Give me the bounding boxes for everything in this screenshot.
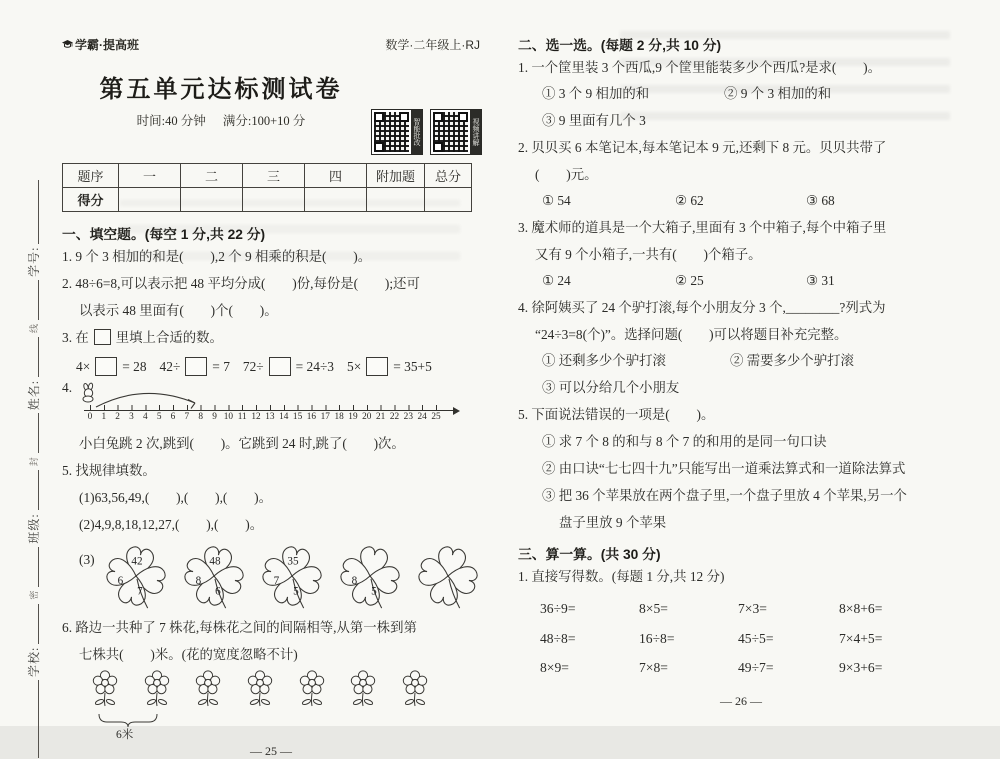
option: ② 25 — [675, 273, 704, 288]
score-table-header-cell: 一 — [119, 164, 181, 188]
equation-left: 72÷ — [242, 358, 264, 374]
s1-q6-line2: 七株共( )米。(花的宽度忽略不计) — [79, 647, 298, 662]
axis-tick-label: 7 — [184, 412, 190, 422]
axis-tick-label: 23 — [403, 412, 413, 422]
axis-tick-label: 8 — [198, 412, 203, 422]
class-field-label: 班级: — [26, 513, 41, 544]
brand-text: 学霸·提高班 — [75, 38, 139, 52]
qr-label: 智能批改 — [411, 110, 422, 154]
section2-heading: 二、选一选。(每题 2 分,共 10 分) — [518, 38, 722, 53]
score-table-header-cell: 附加题 — [367, 164, 425, 188]
clover-bottom-value: 5 — [370, 585, 377, 598]
calc-grid — [540, 594, 964, 683]
equation — [347, 357, 432, 376]
s1-q2-line2: 以表示 48 里面有( )个( )。 — [79, 303, 278, 318]
s1-q5-part3 — [62, 541, 480, 611]
axis-arrowhead — [453, 407, 460, 415]
qr-pattern — [374, 112, 409, 152]
option: ① 还剩多少个驴打滚 — [542, 353, 666, 368]
seal-char-feng: 封 — [28, 457, 39, 467]
flower-icon — [245, 670, 275, 712]
s2-q5-option1: ① 求 7 个 8 的和与 8 个 7 的和用的是同一句口诀 — [542, 434, 827, 449]
option: ① 54 — [542, 193, 571, 208]
s2-q4-options-row — [542, 348, 964, 374]
fill-line — [27, 604, 39, 644]
full-score: 满分:100+10 分 — [222, 114, 306, 128]
score-row-label: 得分 — [63, 188, 119, 212]
calc-item: 7×8= — [639, 660, 668, 675]
time-limit: 时间:40 分钟 — [136, 114, 206, 128]
s2-q1-text: 1. 一个筐里装 3 个西瓜,9 个筐里能装多少个西瓜?是求( )。 — [518, 60, 882, 75]
s2-q5-option3-line1: ③ 把 36 个苹果放在两个盘子里,一个盘子里放 4 个苹果,另一个 — [542, 488, 907, 503]
right-page — [518, 26, 964, 708]
clover-figure — [259, 541, 325, 611]
equation-right: = 7 — [212, 358, 230, 374]
school-field-label: 学校: — [26, 646, 41, 677]
s1-q3-lead-post: 里填上合适的数。 — [115, 330, 223, 345]
equation-right: = 28 — [122, 358, 147, 374]
s2-q4-line1: 4. 徐阿姨买了 24 个驴打滚,每个小朋友分 3 个,________?列式为 — [518, 300, 886, 315]
qr-eye — [433, 112, 443, 122]
name-field-label: 姓名: — [26, 379, 41, 411]
s1-q6-line1: 6. 路边一共种了 7 株花,每株花之间的间隔相等,从第一株到第 — [62, 620, 417, 635]
clover-left-value: 8 — [351, 574, 357, 587]
fill-line — [27, 280, 39, 320]
calc-item: 49÷7= — [738, 660, 774, 675]
s3-sub-heading: 1. 直接写得数。(每题 1 分,共 12 分) — [518, 569, 725, 584]
calc-item: 36÷9= — [540, 601, 576, 616]
s1-q4-text: 小白兔跳 2 次,跳到( )。它跳到 24 时,跳了( )次。 — [79, 436, 405, 451]
axis-tick-label: 14 — [279, 412, 289, 422]
s2-q3-line2: 又有 9 个小箱子,一共有( )个箱子。 — [535, 247, 762, 262]
axis-tick-label: 13 — [265, 412, 275, 422]
calc-item: 8×8+6= — [839, 601, 883, 616]
school-fill-line — [27, 680, 39, 758]
axis-tick-label: 2 — [115, 412, 120, 422]
fill-box — [269, 357, 291, 376]
page-number-left: — 25 — — [250, 744, 292, 758]
score-table-header-row — [63, 164, 472, 188]
fill-box — [95, 357, 117, 376]
clover-top-value: 42 — [131, 555, 143, 568]
axis-tick-label: 0 — [87, 412, 93, 422]
qr-eye — [399, 112, 409, 122]
s2-q3-options-row — [542, 268, 964, 294]
axis-tick-label: 3 — [129, 412, 134, 422]
axis-labels — [83, 412, 443, 422]
s1-q3-equations — [76, 357, 480, 376]
calc-item: 7×4+5= — [839, 630, 883, 646]
binding-margin — [0, 0, 54, 726]
qr-pattern — [433, 112, 468, 152]
calc-item: 7×3= — [738, 601, 767, 616]
s1-q3-lead-pre: 3. 在 — [62, 330, 89, 345]
axis-tick-label: 1 — [101, 412, 107, 422]
clover-left-value: 8 — [195, 574, 201, 587]
axis-ticks — [90, 405, 438, 410]
option: ③ 68 — [806, 193, 835, 208]
s1-q5-heading: 5. 找规律填数。 — [62, 463, 156, 478]
axis-tick-label: 4 — [142, 412, 148, 422]
calc-item: 48÷8= — [540, 630, 576, 646]
flower-icon — [297, 670, 327, 712]
calc-item: 8×5= — [639, 601, 668, 616]
qr-eye — [458, 112, 468, 122]
flower-icon — [400, 670, 430, 712]
option: ③ 31 — [806, 273, 835, 288]
clover-figure — [103, 541, 169, 611]
equation-right: = 24÷3 — [295, 358, 334, 374]
qr-code-grading — [371, 109, 423, 155]
option: ② 需要多少个驴打滚 — [730, 353, 854, 368]
flower-row — [90, 670, 430, 712]
axis-tick-label: 10 — [223, 412, 233, 422]
option: ② 62 — [675, 193, 704, 208]
s1-q1: 1. 9 个 3 相加的和是( ),2 个 9 相乘的积是( )。 — [62, 249, 372, 264]
s2-q5-text: 5. 下面说法错误的一项是( )。 — [518, 407, 715, 422]
axis-tick-label: 5 — [156, 412, 162, 422]
binding-fields — [18, 68, 48, 758]
qr-eye — [433, 142, 443, 152]
score-table-header-cell: 三 — [243, 164, 305, 188]
s2-q5-option2: ② 由口诀“七七四十九”只能写出一道乘法算式和一道除法算式 — [542, 461, 906, 476]
page-number-right: — 26 — — [720, 694, 762, 708]
axis-line — [84, 410, 454, 411]
qr-eye — [374, 112, 384, 122]
equation-left: 4× — [76, 358, 91, 374]
s1-q4 — [62, 380, 480, 430]
section3-heading: 三、算一算。(共 30 分) — [518, 547, 661, 562]
axis-tick-label: 20 — [362, 412, 372, 422]
axis-tick-label: 24 — [417, 412, 427, 422]
qr-label: 视频讲解 — [470, 110, 481, 154]
s1-q5-line3-label: (3) — [79, 552, 95, 567]
page-header — [62, 36, 480, 53]
fill-box — [94, 329, 111, 345]
s2-q5-option3-line2: 盘子里放 9 个苹果 — [559, 515, 667, 530]
section1-heading: 一、填空题。(每空 1 分,共 22 分) — [62, 227, 266, 242]
axis-tick-label: 19 — [348, 412, 358, 422]
edition-label: 数学·二年级上·RJ — [385, 38, 480, 52]
score-table-header-cell: 题序 — [63, 164, 119, 188]
graduation-cap-icon — [62, 40, 73, 50]
title-block — [62, 69, 480, 161]
seal-char-xian: 线 — [28, 323, 39, 333]
number-line — [80, 380, 462, 430]
page-bleed-artifact — [620, 30, 950, 120]
clover-figure — [181, 541, 247, 611]
seal-char-mi: 密 — [28, 590, 39, 600]
score-table-header-cell: 总分 — [425, 164, 472, 188]
equation-right: = 35+5 — [393, 358, 432, 374]
axis-tick-label: 21 — [375, 412, 386, 422]
axis-tick-label: 9 — [212, 412, 217, 422]
flower-icon — [193, 670, 223, 712]
s1-q5-line1: (1)63,56,49,( ),( ),( )。 — [79, 490, 273, 505]
fill-line — [27, 470, 39, 510]
fill-line — [27, 337, 39, 377]
qr-eye — [374, 142, 384, 152]
fill-line — [27, 413, 39, 453]
fill-line — [27, 547, 39, 587]
id-fill-line — [27, 180, 39, 244]
clover-bottom-value: 7 — [136, 585, 143, 598]
paper-title: 第五单元达标测试卷 — [99, 77, 343, 103]
s2-q2-options-row — [542, 188, 964, 214]
equation-left: 5× — [347, 358, 362, 374]
axis-tick-label: 16 — [306, 412, 317, 422]
calc-item: 9×3+6= — [839, 660, 883, 675]
score-table-header-cell: 四 — [305, 164, 367, 188]
score-table-header-cell: 二 — [181, 164, 243, 188]
calc-item: 45÷5= — [738, 630, 774, 646]
flower-icon — [142, 670, 172, 712]
s2-q1-option3: ③ 9 里面有几个 3 — [542, 113, 646, 128]
clover-bottom-value: 6 — [214, 585, 221, 598]
axis-tick-label: 17 — [320, 412, 330, 422]
interval-length-label: 6米 — [116, 729, 134, 741]
calc-item: 16÷8= — [639, 630, 675, 646]
option: ① 3 个 9 相加的和 — [542, 86, 650, 101]
qr-codes — [371, 109, 482, 155]
brand — [62, 36, 139, 53]
equation — [160, 357, 230, 376]
equation-left: 42÷ — [159, 358, 181, 374]
axis-tick-label: 25 — [431, 412, 441, 422]
left-page — [62, 36, 480, 759]
axis-tick-label: 11 — [237, 412, 247, 422]
flower-icon — [348, 670, 378, 712]
axis-tick-label: 15 — [292, 412, 303, 422]
s2-q4-option3: ③ 可以分给几个小朋友 — [542, 380, 680, 395]
student-id-field-label: 学号: — [26, 246, 41, 277]
s2-q3-line1: 3. 魔术师的道具是一个大箱子,里面有 3 个中箱子,每个中箱子里 — [518, 220, 887, 235]
axis-tick-label: 6 — [170, 412, 176, 422]
page-bleed-artifact — [120, 200, 460, 260]
s1-q4-number: 4. — [62, 380, 73, 395]
s2-q2-line1: 2. 贝贝买 6 本笔记本,每本笔记本 9 元,还剩下 8 元。贝贝共带了 — [518, 140, 887, 155]
flowers-figure — [90, 670, 438, 742]
clover-left-value: 6 — [117, 574, 123, 587]
clover-top-value: 48 — [209, 555, 221, 568]
flower-icon — [90, 670, 120, 712]
clover-top-value: 35 — [287, 555, 299, 568]
fill-box — [366, 357, 388, 376]
axis-tick-label: 18 — [334, 412, 344, 422]
option: ② 9 个 3 相加的和 — [724, 86, 832, 101]
equation — [243, 357, 334, 376]
clover-left-value: 7 — [273, 574, 279, 587]
clover-figure — [337, 541, 403, 611]
s1-q2-line1: 2. 48÷6=8,可以表示把 48 平均分成( )份,每份是( );还可 — [62, 276, 420, 291]
axis-tick-label: 22 — [389, 412, 400, 422]
clover-figure — [415, 541, 481, 611]
fill-box — [185, 357, 207, 376]
s1-q3-lead — [62, 325, 480, 351]
axis-tick-label: 12 — [251, 412, 261, 422]
s2-q4-line2: “24÷3=8(个)”。选择问题( )可以将题目补充完整。 — [535, 327, 848, 342]
calc-item: 8×9= — [540, 660, 569, 675]
s2-q2-line2: ( )元。 — [535, 167, 598, 182]
qr-code-video — [430, 109, 482, 155]
s1-q5-line2: (2)4,9,8,18,12,27,( ),( )。 — [79, 517, 264, 532]
option: ① 24 — [542, 273, 571, 288]
clover-bottom-value: 5 — [292, 585, 299, 598]
clover-sequence — [103, 541, 481, 611]
equation — [76, 357, 147, 376]
